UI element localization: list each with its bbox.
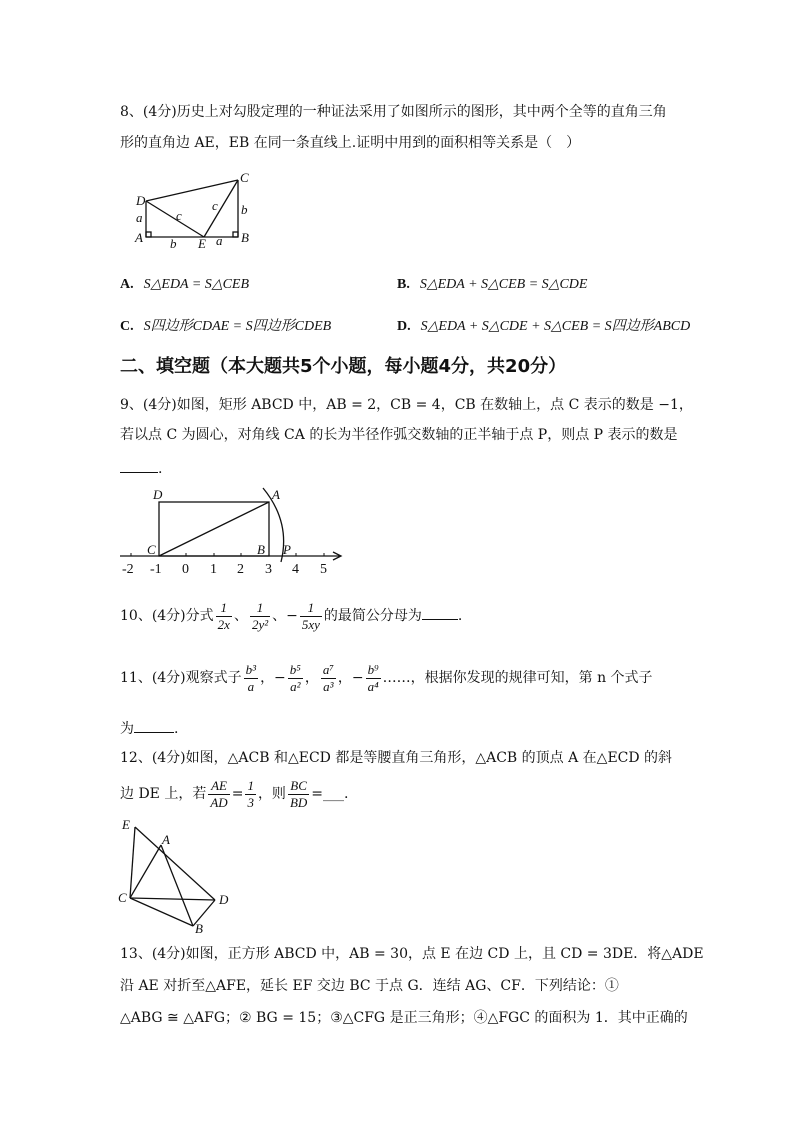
fig9-tick-label: 0 — [182, 562, 189, 577]
fig8-label-B: B — [241, 230, 249, 245]
q9-answer-blank[interactable] — [120, 458, 158, 473]
fig12-label-A: A — [162, 832, 170, 847]
q11-answer-blank[interactable] — [134, 718, 174, 733]
q8-option-a: A. S△EDA = S△CEB — [120, 277, 250, 292]
fig9-tick-label: 1 — [210, 562, 217, 577]
fig8-label-D: D — [136, 193, 146, 208]
q9-line1: 9、(4分)如图，矩形 ABCD 中，AB = 2，CB = 4，CB 在数轴上，点 C 表示的数是 −1， — [120, 397, 693, 413]
q10-answer-blank[interactable] — [422, 605, 458, 620]
fig8-label-b1: b — [241, 202, 248, 217]
section-heading: 二、填空题（本大题共5个小题，每小题4分，共20分） — [120, 356, 567, 377]
q12-figure — [115, 815, 240, 937]
fig9-tick-label: -1 — [150, 562, 162, 577]
q11-line1: 11、(4分)观察式子 $\frac{\text{b³}}{a}$ ，− $\frac{\text{b⁵}}{\text{a²}}$ ， $\frac{\text{a⁷}}{\text{a³}}$ ，− $\frac{\text{b⁹}}{\text{a⁴}}$ ……，根据你发现的规律可知，第 n 个式子 — [120, 661, 653, 694]
q12-line2: 边 DE 上，若 $\frac{AE}{AD}$ = $\frac{1}{3}$ ，则 $\frac{BC}{BD}$ =___. — [120, 777, 349, 810]
fig9-label-D: D — [153, 487, 163, 502]
fig9-tick-label: 2 — [237, 562, 244, 577]
q9-line3: . — [120, 458, 162, 479]
fig8-label-c1: c — [176, 208, 182, 223]
fig12-label-E: E — [122, 817, 130, 832]
q8-option-d: D. S△EDA + S△CDE + S△CEB = S四边形ABCD — [397, 319, 691, 334]
q9-figure — [115, 482, 350, 580]
fig9-tick-label: 4 — [292, 562, 299, 577]
fig9-tick-label: 5 — [320, 562, 327, 577]
q9-line2: 若以点 C 为圆心，对角线 CA 的长为半径作弧交数轴的正半轴于点 P，则点 P 表示的数是 — [120, 427, 678, 443]
q12-line1: 12、(4分)如图，△ACB 和△ECD 都是等腰直角三角形，△ACB 的顶点 A 在△ECD 的斜 — [120, 750, 673, 766]
fig8-label-C: C — [240, 170, 249, 185]
fig9-tick-label: -2 — [122, 562, 134, 577]
q11-line2: 为 . — [120, 718, 178, 739]
q8-option-b: B. S△EDA + S△CEB = S△CDE — [397, 277, 588, 292]
fig8-label-A: A — [135, 230, 143, 245]
fig8-label-c2: c — [212, 198, 218, 213]
q13-line3: △ABG ≅ △AFG；② BG = 15；③△CFG 是正三角形；④△FGC 的面积为 1．其中正确的 — [120, 1010, 688, 1026]
fig12-label-D: D — [219, 892, 229, 907]
fig8-label-E: E — [198, 236, 206, 251]
q8-line1: 8、(4分)历史上对勾股定理的一种证法采用了如图所示的图形，其中两个全等的直角三角 — [120, 104, 667, 120]
fig8-label-a2: a — [216, 233, 223, 248]
q10-line: 10、(4分)分式 $\frac{1}{2x}$ 、 $\frac{1}{\text{2y²}}$ 、− $\frac{1}{5xy}$ 的最简公分母为 . — [120, 599, 463, 632]
fig9-label-A: A — [272, 487, 280, 502]
fig9-label-P: P — [283, 542, 291, 557]
fig8-label-b2: b — [170, 236, 177, 251]
fig9-label-C: C — [147, 542, 156, 557]
fig9-tick-label: 3 — [265, 562, 272, 577]
q8-option-c: C. S四边形CDAE = S四边形CDEB — [120, 319, 332, 334]
fig12-label-B: B — [195, 921, 203, 936]
q8-line2: 形的直角边 AE，EB 在同一条直线上.证明中用到的面积相等关系是（ ） — [120, 135, 581, 151]
fig9-label-B: B — [257, 542, 265, 557]
q13-line2: 沿 AE 对折至△AFE，延长 EF 交边 BC 于点 G．连结 AG、CF．下列结论：① — [120, 978, 619, 994]
fig8-label-a1: a — [136, 210, 143, 225]
fig12-label-C: C — [118, 890, 127, 905]
q13-line1: 13、(4分)如图，正方形 ABCD 中，AB = 30，点 E 在边 CD 上，且 CD = 3DE．将△ADE — [120, 946, 704, 962]
q8-figure — [130, 170, 270, 252]
